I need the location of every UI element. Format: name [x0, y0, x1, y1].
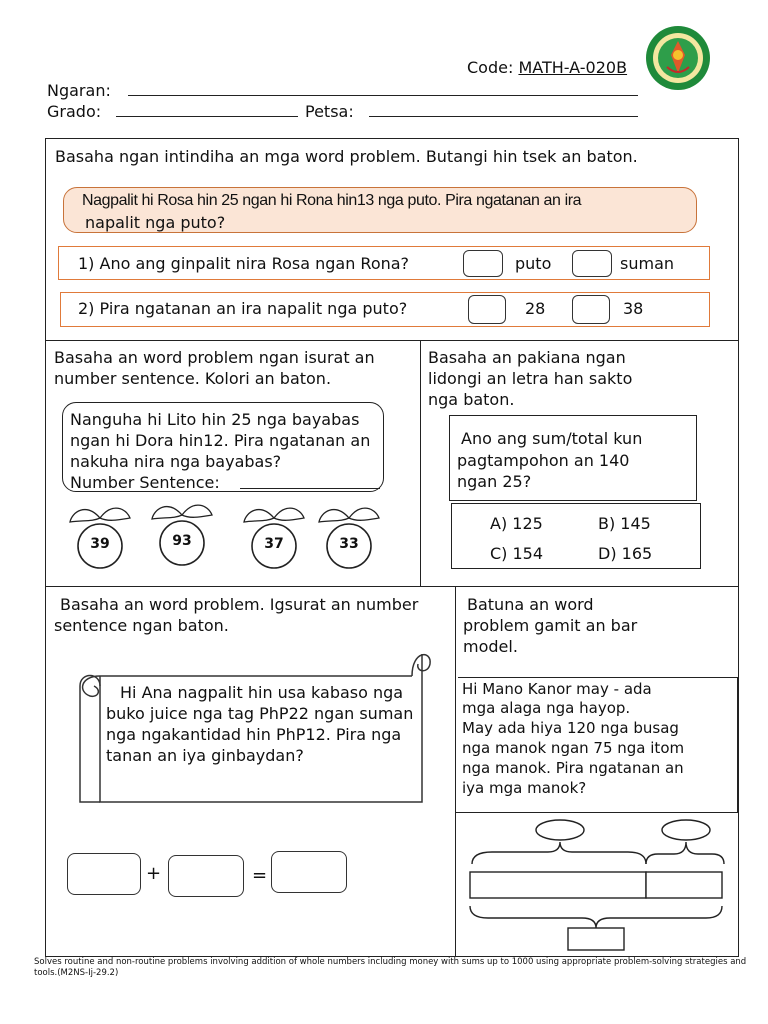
- grade-field[interactable]: [116, 116, 298, 117]
- guava-icon[interactable]: [64, 500, 136, 572]
- choice-c[interactable]: C) 154: [490, 544, 544, 563]
- problem-line: napalit nga puto?: [85, 213, 226, 232]
- guava-number: 39: [90, 536, 110, 552]
- name-field[interactable]: [128, 95, 638, 96]
- story-line: Hi Ana nagpalit hin usa kabaso nga: [120, 683, 404, 702]
- option-label: 28: [525, 299, 546, 318]
- divider: [455, 812, 739, 813]
- equals-sign: =: [252, 865, 268, 886]
- section2-instruction: Basaha an word problem ngan isurat an: [54, 348, 375, 367]
- section3-instruction: nga baton.: [428, 390, 515, 409]
- question-text: 2) Pira ngatanan an ira napalit nga puto?: [78, 299, 408, 318]
- deped-seal-icon: [645, 25, 711, 91]
- checkbox-puto[interactable]: [463, 250, 503, 277]
- section5-instruction: model.: [463, 637, 518, 656]
- story-line: nga ngakantidad hin PhP12. Pira nga: [106, 725, 402, 744]
- checkbox-38[interactable]: [572, 295, 610, 324]
- guava-number: 33: [339, 536, 359, 552]
- story-line: mga alaga nga hayop.: [462, 699, 631, 717]
- story-line: nga manok. Pira ngatanan an: [462, 759, 684, 777]
- section2-instruction: number sentence. Kolori an baton.: [54, 369, 332, 388]
- story-line: nakuha nira nga bayabas?: [70, 452, 282, 471]
- name-label: Ngaran:: [47, 81, 111, 100]
- addend-box-2[interactable]: [168, 855, 244, 897]
- date-field[interactable]: [369, 116, 638, 117]
- section4-instruction: Basaha an word problem. Igsurat an number: [60, 595, 419, 614]
- story-line: iya mga manok?: [462, 779, 587, 797]
- guava-number: 93: [172, 533, 192, 549]
- story-line: nga manok ngan 75 nga itom: [462, 739, 685, 757]
- section1-instruction: Basaha ngan intindiha an mga word problem. Butangi hin tsek an baton.: [55, 147, 638, 166]
- guava-icon[interactable]: [146, 497, 218, 569]
- sum-box[interactable]: [271, 851, 347, 893]
- problem-line: Nagpalit hi Rosa hin 25 ngan hi Rona hin13 nga puto. Pira ngatanan an ira: [82, 192, 582, 209]
- code-value: MATH-A-020B: [518, 58, 628, 77]
- divider: [455, 586, 456, 956]
- option-label: puto: [515, 254, 552, 273]
- question-line: ngan 25?: [457, 472, 532, 491]
- choice-d[interactable]: D) 165: [598, 544, 653, 563]
- number-sentence-label: Number Sentence:: [70, 473, 220, 492]
- section3-instruction: Basaha an pakiana ngan: [428, 348, 626, 367]
- choice-a[interactable]: A) 125: [490, 514, 543, 533]
- story-line: Hi Mano Kanor may - ada: [462, 680, 652, 698]
- footer-competency: Solves routine and non-routine problems involving addition of whole numbers including money with sums up to 1000 using appropriate problem-solving strategies and tools.(M2NS-Ij-29.2): [34, 957, 747, 978]
- guava-icon[interactable]: [238, 500, 310, 572]
- story-line: tanan an iya ginbaydan?: [106, 746, 304, 765]
- bar-model: [462, 814, 730, 954]
- story-line: ngan hi Dora hin12. Pira ngatanan an: [70, 431, 371, 450]
- number-sentence-field[interactable]: [240, 488, 380, 489]
- section5-instruction: Batuna an word: [467, 595, 594, 614]
- divider: [420, 340, 421, 586]
- date-label: Petsa:: [305, 102, 354, 121]
- choices-box: [451, 503, 701, 569]
- section3-instruction: lidongi an letra han sakto: [428, 369, 633, 388]
- story-line: buko juice nga tag PhP22 ngan suman: [106, 704, 414, 723]
- divider: [45, 586, 739, 587]
- story-line: May ada hiya 120 nga busag: [462, 719, 679, 737]
- grade-label: Grado:: [47, 102, 102, 121]
- guava-number: 37: [264, 536, 284, 552]
- addend-box-1[interactable]: [67, 853, 141, 895]
- guava-icon[interactable]: [313, 500, 385, 572]
- section5-instruction: problem gamit an bar: [463, 616, 638, 635]
- plus-sign: +: [146, 863, 162, 884]
- story-line: Nanguha hi Lito hin 25 nga bayabas: [70, 410, 360, 429]
- choice-b[interactable]: B) 145: [598, 514, 651, 533]
- section4-instruction: sentence ngan baton.: [54, 616, 229, 635]
- option-label: 38: [623, 299, 644, 318]
- checkbox-28[interactable]: [468, 295, 506, 324]
- question-text: 1) Ano ang ginpalit nira Rosa ngan Rona?: [78, 254, 410, 273]
- code-label: Code: MATH-A-020B: [467, 58, 628, 77]
- divider: [45, 340, 739, 341]
- option-label: suman: [620, 254, 675, 273]
- checkbox-suman[interactable]: [572, 250, 612, 277]
- question-line: Ano ang sum/total kun: [461, 429, 643, 448]
- question-line: pagtampohon an 140: [457, 451, 630, 470]
